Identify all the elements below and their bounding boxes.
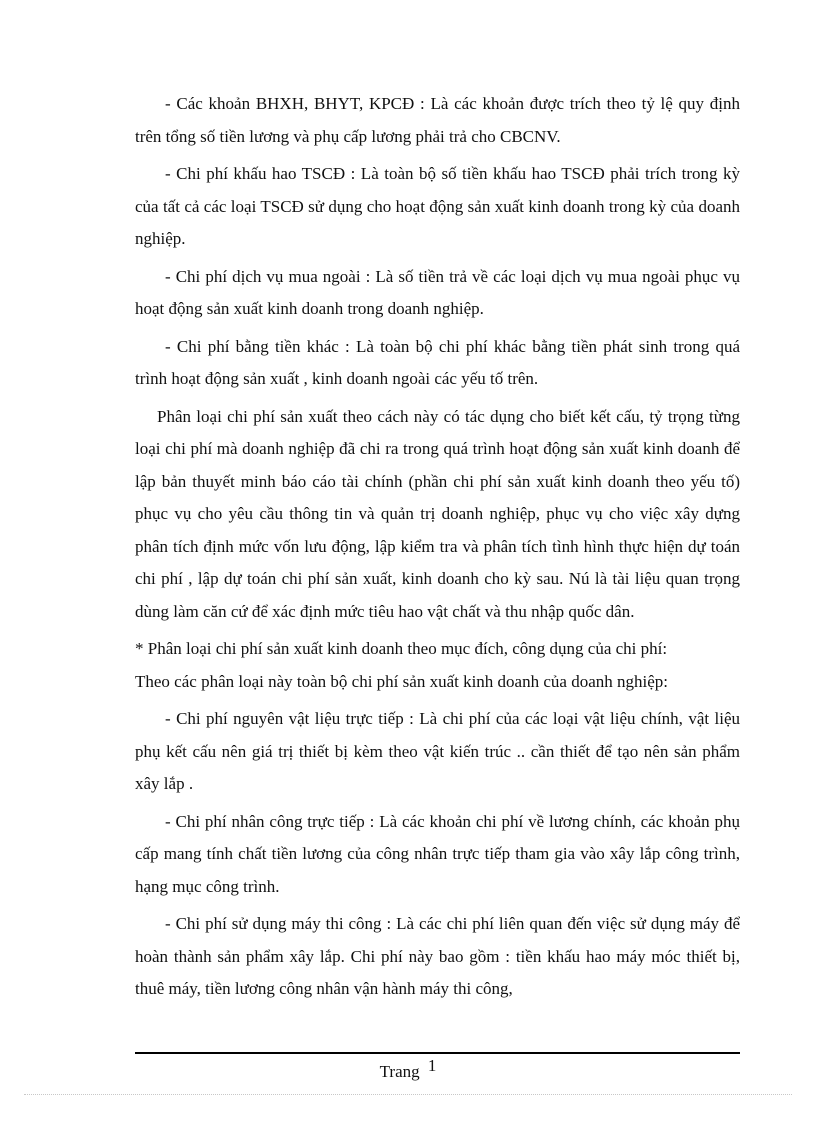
paragraph-bhxh: - Các khoản BHXH, BHYT, KPCĐ : Là các khoản được trích theo tỷ lệ quy định trên tổng số tiền lương và phụ cấp lương phải trả cho CBCNV.: [135, 94, 740, 146]
footer-label: Trang: [379, 1062, 420, 1081]
page-footer: [0, 1056, 816, 1082]
document-body: [135, 88, 740, 1011]
paragraph-muc-dich: * Phân loại chi phí sản xuất kinh doanh theo mục đích, công dụng của chi phí:: [135, 639, 668, 658]
paragraph-nhan-cong: - Chi phí nhân công trực tiếp : Là các khoản chi phí về lương chính, các khoản phụ cấp mang tính chất tiền lương của công nhân trực tiếp tham gia vào xây lắp công trình, hạng mục công trình.: [135, 811, 740, 896]
paragraph-phan-loai: Phân loại chi phí sản xuất theo cách này có tác dụng cho biết kết cấu, tỷ trọng từng loại chi phí mà doanh nghiệp đã chi ra trong quá trình hoạt động sản xuất kinh doanh để lập bản thuyết minh báo cáo tài chính (phần chi phí sản xuất kinh doanh theo yếu tố) phục vụ cho yêu cầu thông tin và quản trị doanh nghiệp, phục vụ cho việc xây dựng phân tích định mức vốn lưu động, lập kiểm tra và phân tích tình hình thực hiện dự toán chi phí , lập dự toán chi phí sản xuất, kinh doanh cho kỳ sau. Nú là tài liệu quan trọng dùng làm căn cứ để xác định mức tiêu hao vật chất và thu nhập quốc dân.: [135, 406, 740, 621]
page-number: 1: [427, 1056, 437, 1075]
paragraph-theo-phan-loai: Theo các phân loại này toàn bộ chi phí sản xuất kinh doanh của doanh nghiệp:: [135, 671, 668, 691]
footer-divider: [135, 1052, 740, 1054]
paragraph-may-thi-cong: - Chi phí sử dụng máy thi công : Là các chi phí liên quan đến việc sử dụng máy để hoàn thành sản phẩm xây lắp. Chi phí này bao gồm : tiền khấu hao máy móc thiết bị, thuê máy, tiền lương công nhân vận hành máy thi công,: [135, 914, 740, 998]
paragraph-dich-vu: - Chi phí dịch vụ mua ngoài : Là số tiền trả về các loại dịch vụ mua ngoài phục vụ hoạt động sản xuất kinh doanh trong doanh nghiệp.: [135, 266, 740, 318]
paragraph-tien-khac: - Chi phí bằng tiền khác : Là toàn bộ chi phí khác bằng tiền phát sinh trong quá trình hoạt động sản xuất , kinh doanh ngoài các yếu tố trên.: [135, 336, 740, 388]
page-bottom-border: [24, 1094, 792, 1095]
paragraph-khau-hao: - Chi phí khấu hao TSCĐ : Là toàn bộ số tiền khấu hao TSCĐ phải trích trong kỳ của tất cả các loại TSCĐ sử dụng cho hoạt động sản xuất kinh doanh trong kỳ của doanh nghiệp.: [135, 164, 740, 248]
paragraph-nvl: - Chi phí nguyên vật liệu trực tiếp : Là chi phí của các loại vật liệu chính, vật liệu phụ kết cấu nên giá trị thiết bị kèm theo vật kiến trúc .. cần thiết để tạo nên sản phẩm xây lắp .: [135, 709, 740, 793]
